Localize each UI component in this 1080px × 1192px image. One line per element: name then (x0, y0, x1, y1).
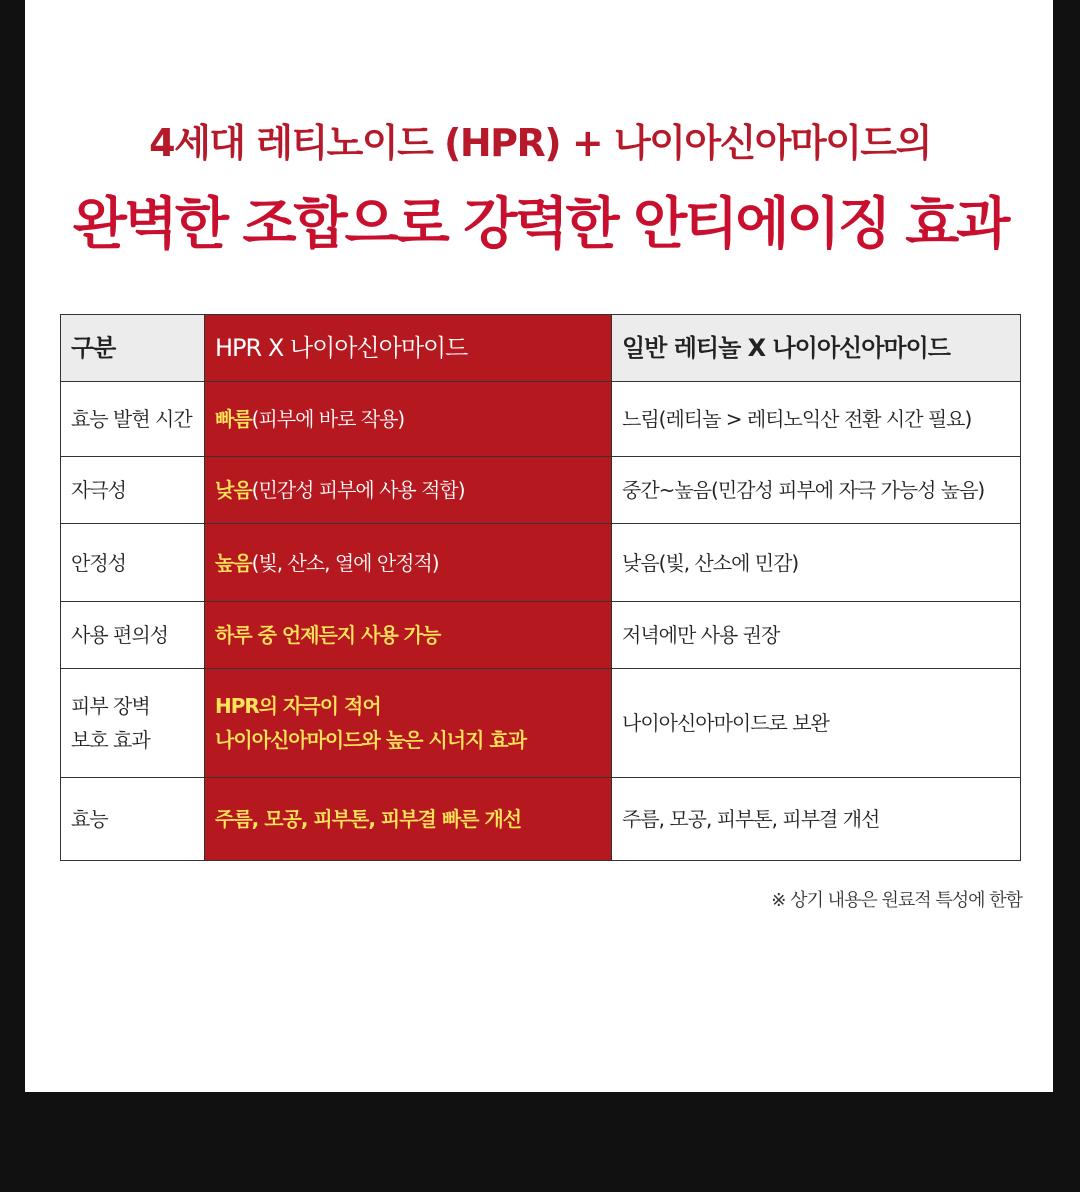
headline-subtitle: 4세대 레티노이드 (HPR) + 나이아신아마이드의 (149, 121, 931, 165)
table-header-row (61, 315, 1021, 382)
header-hpr: HPR X 나이아신아마이드 (205, 315, 612, 382)
hpr-cell (205, 524, 612, 602)
hpr-cell (205, 669, 612, 778)
hpr-cell (205, 382, 612, 457)
table-row (61, 669, 1021, 778)
table-row (61, 524, 1021, 602)
row-label-line: 피부 장벽 (71, 694, 150, 718)
row-label: 안정성 (61, 524, 205, 602)
header-category: 구분 (61, 315, 205, 382)
table-row (61, 778, 1021, 861)
hpr-cell: 하루 중 언제든지 사용 가능 (205, 602, 612, 669)
general-cell: 저녁에만 사용 권장 (612, 602, 1021, 669)
hpr-cell (205, 457, 612, 524)
table-row (61, 602, 1021, 669)
hpr-detail: (빛, 산소, 열에 안정적) (251, 550, 439, 575)
row-label: 효능 (61, 778, 205, 861)
table-row (61, 382, 1021, 457)
hpr-cell: 주름, 모공, 피부톤, 피부결 빠른 개선 (205, 778, 612, 861)
row-label (61, 669, 205, 778)
hpr-emphasis: 낮음 (215, 478, 252, 502)
general-cell: 느림(레티놀 > 레티노익산 전환 시간 필요) (612, 382, 1021, 457)
general-cell: 중간~높음(민감성 피부에 자극 가능성 높음) (612, 457, 1021, 524)
hpr-detail: (피부에 바로 작용) (251, 407, 405, 431)
general-cell: 주름, 모공, 피부톤, 피부결 개선 (612, 778, 1021, 861)
table-row (61, 457, 1021, 524)
row-label: 자극성 (61, 457, 205, 524)
general-cell: 낮음(빛, 산소에 민감) (612, 524, 1021, 602)
hpr-line: 나이아신아마이드와 높은 시너지 효과 (215, 728, 527, 752)
comparison-table (60, 314, 1021, 861)
row-label: 효능 발현 시간 (61, 382, 205, 457)
headline-title: 완벽한 조합으로 강력한 안티에이징 효과 (72, 192, 1008, 257)
hpr-line: HPR의 자극이 적어 (215, 694, 381, 718)
hpr-detail: (민감성 피부에 사용 적합) (251, 478, 465, 502)
row-label: 사용 편의성 (61, 602, 205, 669)
header-general-retinol: 일반 레티놀 X 나이아신아마이드 (612, 315, 1021, 382)
hpr-emphasis: 빠름 (215, 407, 252, 431)
row-label-line: 보호 효과 (71, 728, 150, 752)
general-cell: 나이아신아마이드로 보완 (612, 669, 1021, 778)
hpr-emphasis: 높음 (215, 550, 252, 575)
footnote: ※ 상기 내용은 원료적 특성에 한함 (771, 890, 1022, 911)
